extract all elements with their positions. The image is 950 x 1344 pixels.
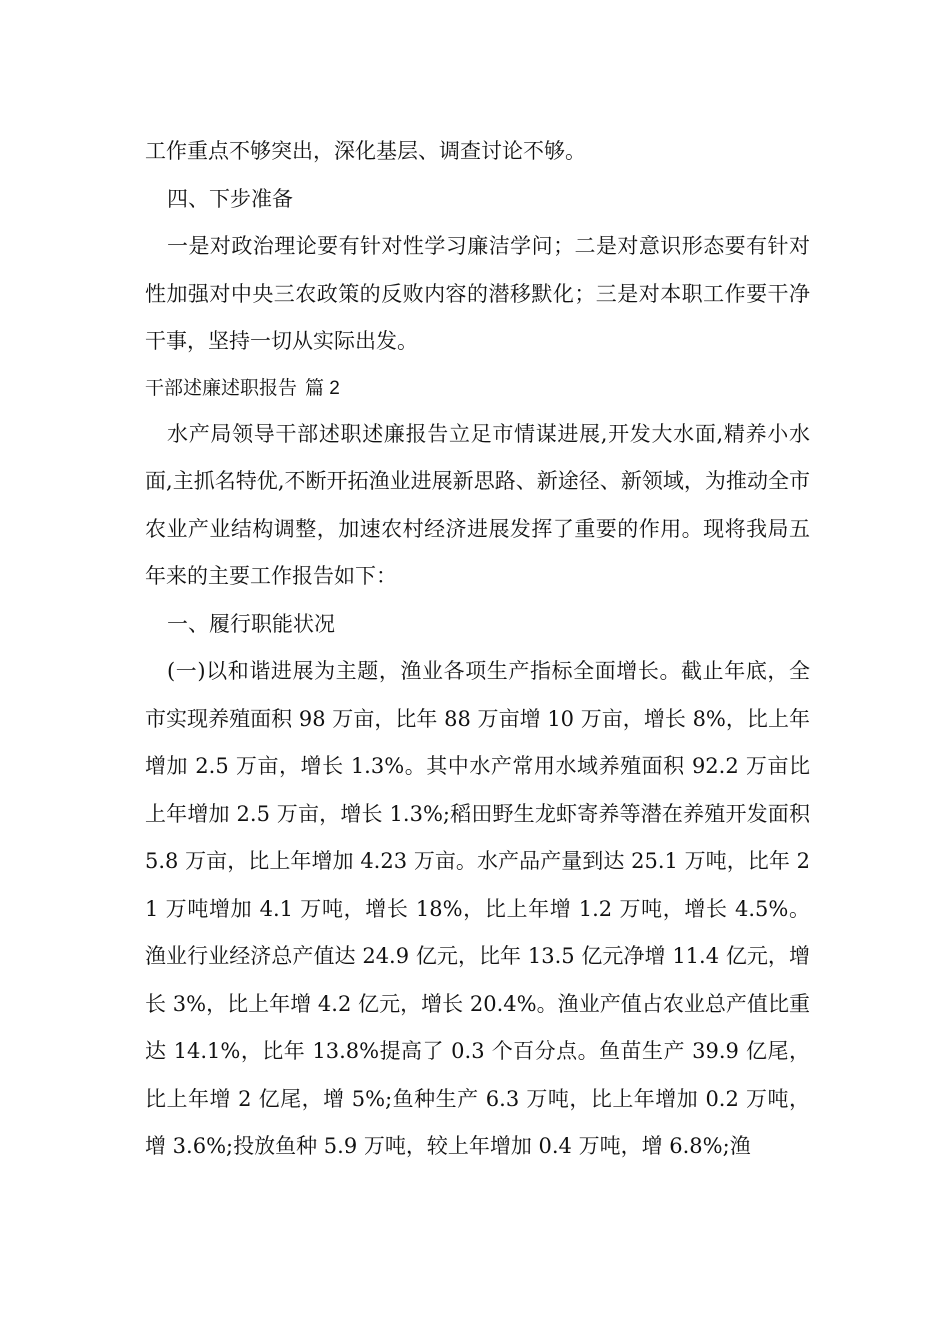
section-heading-next-steps: 四、下步准备 bbox=[167, 186, 293, 211]
report-title bbox=[145, 366, 810, 411]
document-body bbox=[145, 128, 810, 1171]
report-part-number: 篇 2 bbox=[305, 377, 340, 399]
paragraph-statistics: (一)以和谐进展为主题，渔业各项生产指标全面增长。截止年底，全市实现养殖面积 98 万亩，比年 88 万亩增 10 万亩，增长 8%，比上年增加 2.5 万亩，增长 1.3%。其中水产常用水域养殖面积 92.2 万亩比上年增加 2.5 万亩，增长 1.3%;稻田野生龙虾寄养等潜在养殖开发面积 5.8 万亩，比上年增加 4.23 万亩。水产品产量到达 25.1 万吨，比年 21 万吨增加 4.1 万吨，增长 18%，比上年增 1.2 万吨，增长 4.5%。渔业行业经济总产值达 24.9 亿元，比年 13.5 亿元净增 11.4 亿元，增长 3%，比上年增 4.2 亿元，增长 20.4%。渔业产值占农业总产值比重达 14.1%，比年 13.8%提高了 0.3 个百分点。鱼苗生产 39.9 亿尾，比上年增 2 亿尾，增 5%;鱼种生产 6.3 万吨，比上年增加 0.2 万吨，增 3.6%;投放鱼种 5.9 万吨，较上年增加 0.4 万吨，增 6.8%;渔 bbox=[145, 659, 810, 1158]
report-title-text: 干部述廉述职报告 bbox=[145, 376, 298, 399]
paragraph-continuation: 工作重点不够突出，深化基层、调查讨论不够。 bbox=[145, 139, 586, 163]
section-heading-duties: 一、履行职能状况 bbox=[167, 611, 335, 636]
paragraph-plans: 一是对政治理论要有针对性学习廉洁学问；二是对意识形态要有针对性加强对中央三农政策的反败内容的潜移默化；三是对本职工作要干净干事，坚持一切从实际出发。 bbox=[145, 234, 810, 353]
paragraph-intro: 水产局领导干部述职述廉报告立足市情谋进展,开发大水面,精养小水面,主抓名特优,不断开拓渔业进展新思路、新途径、新领域，为推动全市农业产业结构调整，加速农村经济进展发挥了重要的作用。现将我局五年来的主要工作报告如下： bbox=[145, 421, 810, 588]
